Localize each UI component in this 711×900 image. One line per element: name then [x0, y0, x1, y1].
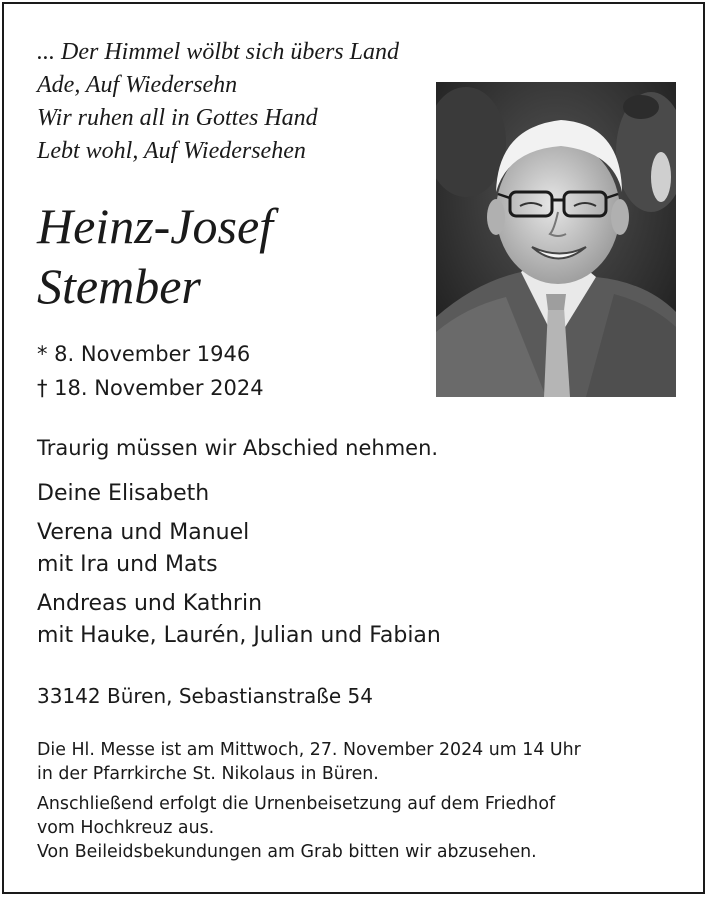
family-group	[37, 517, 441, 581]
deceased-last-name: Stember	[37, 258, 201, 314]
family-list	[37, 478, 441, 659]
service-info-line: Die Hl. Messe ist am Mittwoch, 27. November 2024 um 14 Uhr	[37, 740, 581, 760]
family-group	[37, 588, 441, 652]
service-info-line: vom Hochkreuz aus.	[37, 818, 215, 838]
birth-date: * 8. November 1946	[37, 342, 251, 366]
family-line: Verena und Manuel	[37, 520, 250, 545]
poem-line-4: Lebt wohl, Auf Wiedersehen	[37, 138, 306, 164]
address: 33142 Büren, Sebastianstraße 54	[37, 684, 374, 708]
poem-line-2: Ade, Auf Wiedersehn	[37, 72, 238, 98]
mourning-line: Traurig müssen wir Abschied nehmen.	[37, 436, 439, 460]
service-info-line: Anschließend erfolgt die Urnenbeisetzung auf dem Friedhof	[37, 794, 556, 814]
life-dates	[37, 337, 264, 405]
portrait-photo	[436, 82, 676, 397]
poem	[37, 36, 399, 168]
portrait-image	[436, 82, 676, 397]
family-line: mit Ira und Mats	[37, 552, 218, 577]
poem-line-3: Wir ruhen all in Gottes Hand	[37, 105, 318, 131]
deceased-name	[37, 196, 273, 316]
service-info-line: Von Beileidsbekundungen am Grab bitten wir abzusehen.	[37, 842, 537, 862]
service-info-line: in der Pfarrkirche St. Nikolaus in Büren.	[37, 764, 379, 784]
poem-line-1: ... Der Himmel wölbt sich übers Land	[37, 39, 399, 65]
family-line: Andreas und Kathrin	[37, 591, 263, 616]
family-line: mit Hauke, Laurén, Julian und Fabian	[37, 623, 441, 648]
service-info	[37, 738, 581, 864]
deceased-first-name: Heinz-Josef	[37, 198, 274, 254]
obituary-frame	[2, 2, 705, 894]
family-line: Deine Elisabeth	[37, 481, 210, 506]
death-date: † 18. November 2024	[37, 376, 264, 400]
family-group	[37, 478, 441, 510]
